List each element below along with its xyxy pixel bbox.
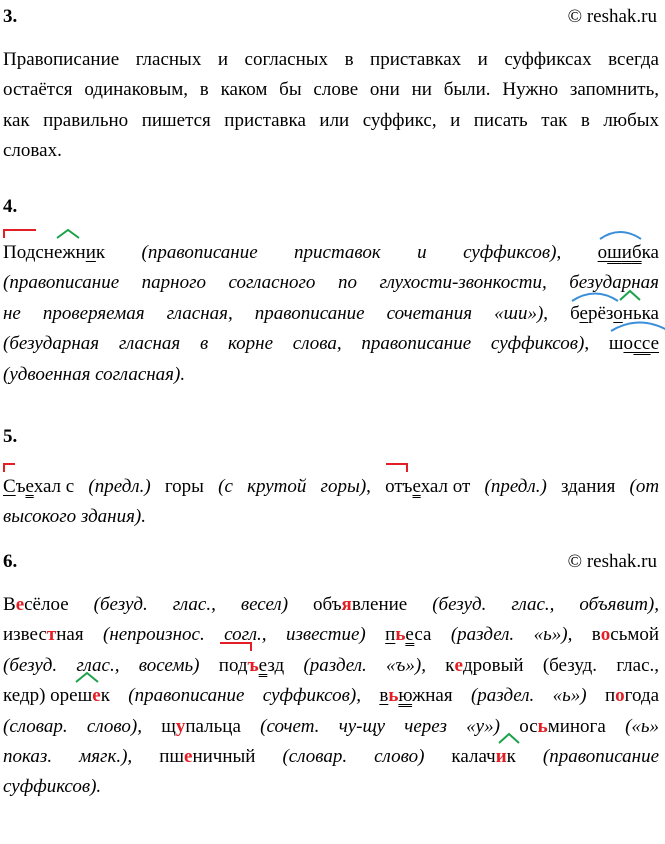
word: Весёлое bbox=[3, 594, 69, 615]
morpheme-marks bbox=[609, 320, 665, 332]
task-number-6: 6. bbox=[3, 551, 18, 572]
word: пшеничный bbox=[159, 746, 256, 768]
word-podezd: подъезд bbox=[219, 651, 284, 681]
text-line: не проверяемая гласная, правописание сочетания «ши»), берёзонька bbox=[3, 299, 659, 329]
section-3-text bbox=[3, 45, 659, 167]
comment: (удвоенная согласная). bbox=[3, 363, 186, 385]
text-line bbox=[3, 502, 659, 532]
text-line bbox=[3, 620, 659, 650]
comment: («ь» bbox=[625, 715, 660, 737]
comment: (безуд. глас., bbox=[542, 654, 660, 676]
morpheme-marks bbox=[598, 229, 665, 241]
comment: (безуд. глас., весел) bbox=[93, 594, 289, 615]
text-line bbox=[3, 681, 659, 711]
watermark-top: © reshak.ru bbox=[567, 6, 657, 27]
text-line: словах. bbox=[3, 140, 62, 162]
root-arc bbox=[611, 323, 665, 332]
prefix-mark bbox=[4, 230, 36, 238]
word: восьмой bbox=[591, 624, 660, 646]
comment: (безударная гласная в корне слова, правописание суффиксов) bbox=[3, 333, 585, 355]
word: объявление bbox=[313, 594, 408, 615]
word: кедровый bbox=[445, 654, 524, 676]
comment: (правописание bbox=[542, 746, 660, 768]
word-kalachik: калачик bbox=[451, 742, 515, 772]
morpheme-marks bbox=[570, 290, 665, 302]
section-5-text bbox=[3, 472, 659, 533]
root-arc bbox=[600, 232, 641, 239]
word-beryozonka: берёзонька bbox=[570, 299, 659, 329]
text-line bbox=[3, 590, 659, 620]
comment: суффиксов). bbox=[3, 776, 102, 798]
word-podsnezhnik: Подснежник bbox=[3, 238, 105, 268]
morpheme-marks bbox=[3, 463, 23, 475]
section-6-text bbox=[3, 590, 659, 803]
word: вьюжная bbox=[379, 685, 453, 707]
comment: (предл.) bbox=[484, 476, 547, 497]
morpheme-marks bbox=[3, 229, 83, 241]
text-line: Правописание гласных и согласных в приставках и суффиксах всегда bbox=[3, 49, 659, 70]
comment: (раздел. «ь») bbox=[470, 685, 587, 707]
comment: (правописание приставок и суффиксов) bbox=[141, 242, 557, 263]
suffix-mark bbox=[75, 672, 105, 684]
word: осьминога bbox=[519, 715, 606, 737]
comment: (сочет. чу-щу через «у») bbox=[260, 715, 500, 737]
watermark-mid: © reshak.ru bbox=[567, 551, 657, 572]
morpheme-marks bbox=[219, 642, 259, 654]
root-arc bbox=[572, 293, 618, 301]
comment: показ. мягк.), bbox=[3, 746, 133, 768]
section-4-text bbox=[3, 238, 659, 390]
word-sekhal: Съехал с bbox=[3, 472, 74, 502]
comment: (словар. слово) bbox=[282, 746, 425, 768]
comment: (правописание суффиксов), bbox=[128, 685, 361, 707]
word-shosse: шоссе bbox=[609, 329, 659, 359]
text-line bbox=[3, 712, 659, 742]
word: здания bbox=[560, 476, 616, 497]
text-line: (правописание парного согласного по глухости-звонкости, безударная bbox=[3, 272, 659, 294]
suffix-mark bbox=[57, 230, 79, 238]
text-line bbox=[3, 772, 659, 802]
comment: (раздел. «ь»), bbox=[450, 624, 573, 646]
comment: (непроизнос. согл., известие) bbox=[103, 624, 366, 646]
text-line: Подснежник (правописание приставок и суффиксов), ошибка bbox=[3, 238, 659, 268]
word: известная bbox=[3, 624, 84, 646]
word: пьеса bbox=[385, 624, 432, 646]
word-otekhal: отъехал от bbox=[385, 472, 470, 502]
comment: высокого здания). bbox=[3, 506, 147, 528]
word: щупальца bbox=[161, 715, 241, 737]
comment: (от bbox=[629, 476, 660, 497]
word: горы bbox=[164, 476, 204, 497]
word-oshibka: ошибка bbox=[598, 238, 659, 268]
comment: (словар. слово), bbox=[3, 715, 142, 737]
morpheme-marks bbox=[385, 463, 415, 475]
prefix-mark bbox=[4, 464, 15, 472]
suffix-mark bbox=[498, 733, 528, 745]
text-line bbox=[3, 742, 659, 772]
comment: (предл.) bbox=[88, 476, 151, 497]
word: погода bbox=[605, 685, 660, 707]
text-line: как правильно пишется приставка или суффикс, и писать так в любых bbox=[3, 109, 659, 131]
suffix-mark bbox=[620, 291, 640, 300]
text-line bbox=[3, 360, 659, 390]
comment: (безуд. глас., объявит), bbox=[432, 594, 659, 615]
task-number-3: 3. bbox=[3, 6, 18, 27]
prefix-mark bbox=[220, 643, 251, 651]
text-line: остаётся одинаковым, в каком бы слове они ни были. Нужно запомнить, bbox=[3, 79, 659, 101]
text-line: Съехал с (предл.) горы (с крутой горы), отъехал от (предл.) здания (от bbox=[3, 472, 659, 502]
comment: (безуд. глас., восемь) bbox=[3, 654, 200, 676]
task-number-4: 4. bbox=[3, 196, 18, 217]
task-number-5: 5. bbox=[3, 426, 18, 447]
comment: (раздел. «ъ»), bbox=[303, 654, 426, 676]
comment: (с крутой горы) bbox=[218, 476, 367, 497]
comment: не проверяемая гласная, правописание сочетания «ши») bbox=[3, 302, 544, 324]
word-oreshek: кедр) орешек bbox=[3, 681, 110, 711]
text-line: (безударная гласная в корне слова, правописание суффиксов), шоссе bbox=[3, 329, 659, 359]
prefix-mark bbox=[386, 464, 407, 472]
